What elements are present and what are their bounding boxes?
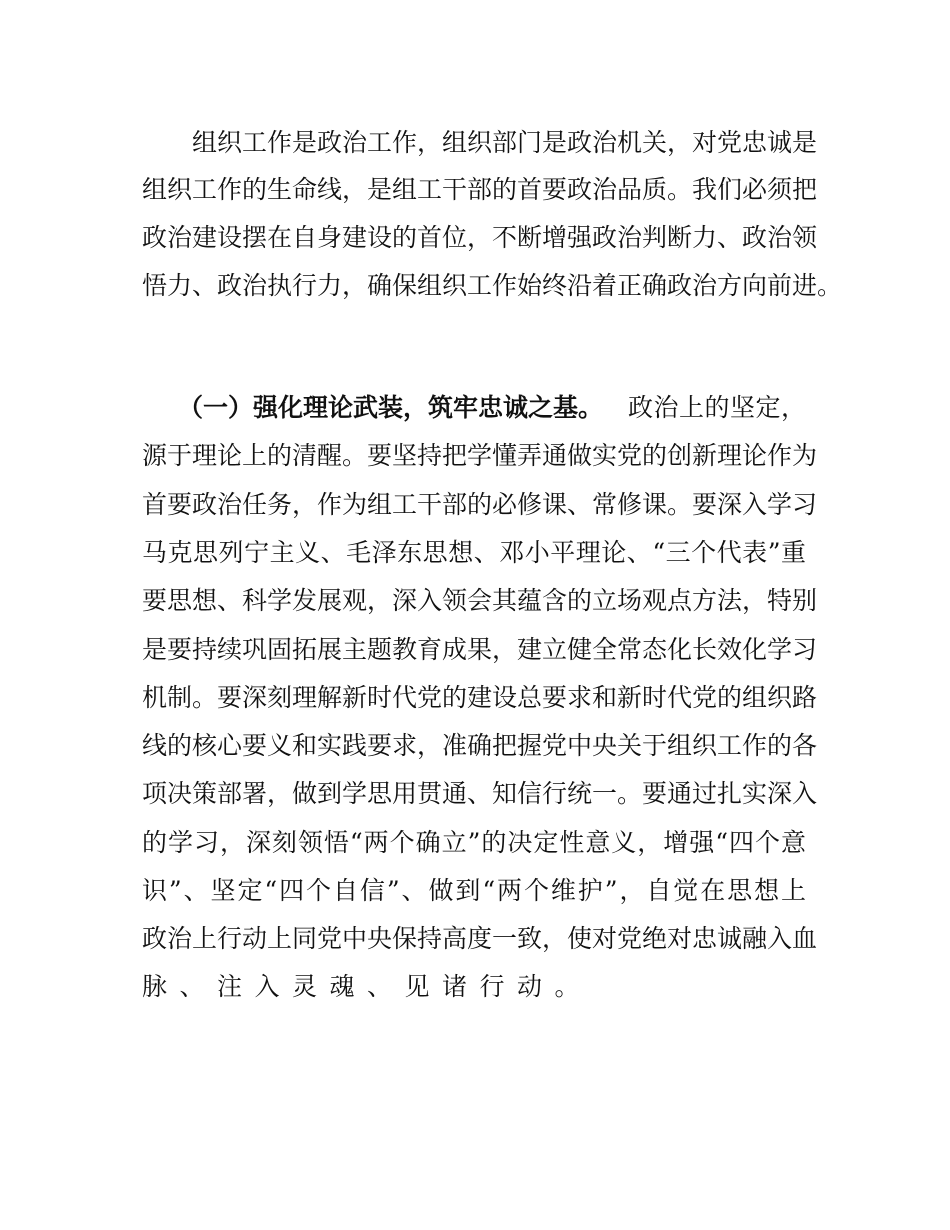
text-line: 首要政治任务，作为组工干部的必修课、常修课。要深入学习 (142, 490, 818, 519)
text-line: 组织工作是政治工作，组织部门是政治机关，对党忠诚是 (192, 128, 818, 157)
text-line: 政治建设摆在自身建设的首位，不断增强政治判断力、政治领 (142, 223, 818, 252)
section-heading: （一）强化理论武装，筑牢忠诚之基。 (178, 393, 604, 422)
text-line: 项决策部署，做到学思用贯通、知信行统一。要通过扎实深入 (142, 779, 818, 808)
text-line: 要思想、科学发展观，深入领会其蕴含的立场观点方法，特别 (142, 586, 818, 615)
text-line: 政治上行动上同党中央保持高度一致，使对党绝对忠诚融入血 (142, 924, 818, 953)
heading-tail-text: 政治上的坚定， (628, 393, 806, 422)
text-line: 是要持续巩固拓展主题教育成果，建立健全常态化长效化学习 (142, 635, 818, 664)
text-line: 线的核心要义和实践要求，准确把握党中央关于组织工作的各 (142, 731, 818, 760)
text-line: 马克思列宁主义、毛泽东思想、邓小平理论、“三个代表”重 (142, 538, 806, 567)
text-line: 源于理论上的清醒。要坚持把学懂弄通做实党的创新理论作为 (142, 441, 818, 470)
text-line: 机制。要深刻理解新时代党的建设总要求和新时代党的组织路 (142, 683, 818, 712)
text-line: 识”、坚定“四个自信”、做到“两个维护”，自觉在思想上 (142, 876, 806, 905)
text-line: 的学习，深刻领悟“两个确立”的决定性意义，增强“四个意 (142, 828, 806, 857)
text-line: 悟力、政治执行力，确保组织工作始终沿着正确政治方向前进。 (142, 271, 843, 300)
text-line: 组织工作的生命线，是组工干部的首要政治品质。我们必须把 (142, 175, 818, 204)
text-line: 脉、注入灵魂、见诸行动。 (142, 972, 593, 1001)
section-heading-line (178, 390, 806, 426)
